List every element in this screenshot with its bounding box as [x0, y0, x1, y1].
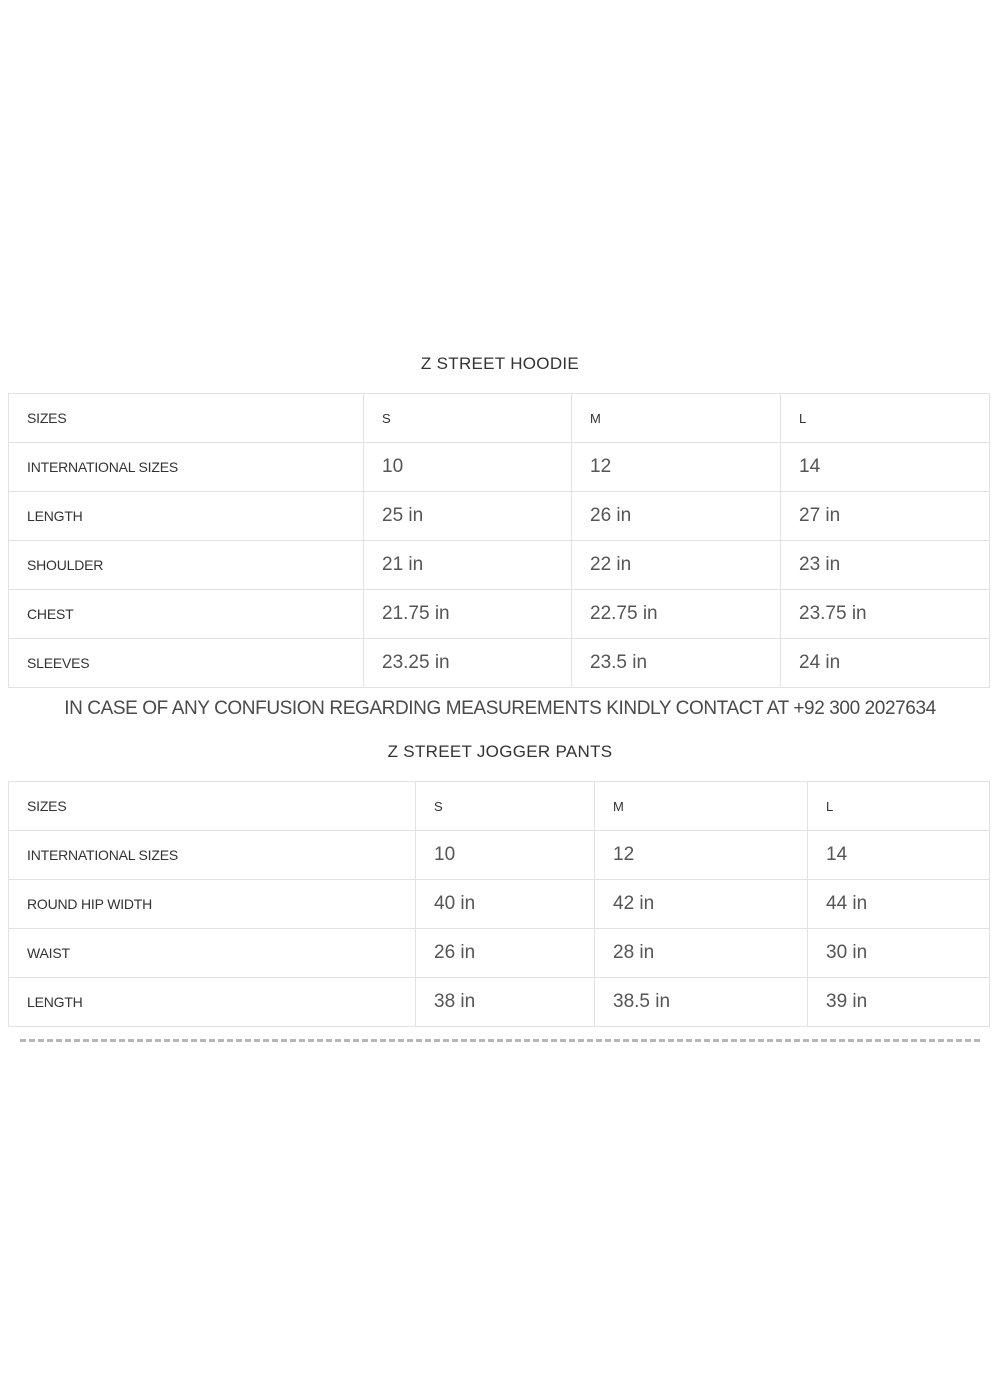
table-cell: 26 in	[572, 492, 781, 541]
table-cell: 12	[595, 831, 808, 880]
hoodie-size-table	[8, 393, 990, 688]
hoodie-size-chart-title: Z STREET HOODIE	[420, 354, 580, 373]
header-cell: SIZES	[9, 394, 364, 443]
table-cell: 23.5 in	[572, 639, 781, 688]
table-row	[9, 639, 990, 688]
header-cell: M	[595, 782, 808, 831]
table-cell: 14	[781, 443, 990, 492]
header-cell: L	[781, 394, 990, 443]
row-label: LENGTH	[9, 492, 364, 541]
table-row	[9, 978, 990, 1027]
row-label: SHOULDER	[9, 541, 364, 590]
table-cell: 26 in	[416, 929, 595, 978]
table-cell: 44 in	[808, 880, 990, 929]
table-row	[9, 929, 990, 978]
table-cell: 10	[364, 443, 572, 492]
header-cell: L	[808, 782, 990, 831]
table-cell: 42 in	[595, 880, 808, 929]
table-cell: 28 in	[595, 929, 808, 978]
table-cell: 27 in	[781, 492, 990, 541]
table-header-row	[9, 394, 990, 443]
table-row	[9, 443, 990, 492]
row-label: LENGTH	[9, 978, 416, 1027]
table-row	[9, 492, 990, 541]
header-cell: SIZES	[9, 782, 416, 831]
table-cell: 21 in	[364, 541, 572, 590]
table-cell: 38 in	[416, 978, 595, 1027]
table-cell: 40 in	[416, 880, 595, 929]
table-row	[9, 590, 990, 639]
table-header-row	[9, 782, 990, 831]
table-cell: 22.75 in	[572, 590, 781, 639]
row-label: INTERNATIONAL SIZES	[9, 443, 364, 492]
row-label: CHEST	[9, 590, 364, 639]
table-cell: 23.25 in	[364, 639, 572, 688]
table-row	[9, 880, 990, 929]
row-label: ROUND HIP WIDTH	[9, 880, 416, 929]
header-cell: S	[416, 782, 595, 831]
jogger-size-chart-title: Z STREET JOGGER PANTS	[387, 742, 613, 761]
table-cell: 39 in	[808, 978, 990, 1027]
table-cell: 14	[808, 831, 990, 880]
table-row	[9, 831, 990, 880]
table-row	[9, 541, 990, 590]
table-cell: 38.5 in	[595, 978, 808, 1027]
table-cell: 22 in	[572, 541, 781, 590]
contact-notice: IN CASE OF ANY CONFUSION REGARDING MEASUREMENTS KINDLY CONTACT AT +92 300 2027634	[64, 698, 936, 719]
row-label: SLEEVES	[9, 639, 364, 688]
header-cell: S	[364, 394, 572, 443]
cropped-text-fragment	[20, 1039, 980, 1042]
table-cell: 24 in	[781, 639, 990, 688]
table-cell: 21.75 in	[364, 590, 572, 639]
table-cell: 10	[416, 831, 595, 880]
jogger-size-table	[8, 781, 990, 1027]
table-cell: 12	[572, 443, 781, 492]
row-label: WAIST	[9, 929, 416, 978]
table-cell: 23 in	[781, 541, 990, 590]
table-cell: 23.75 in	[781, 590, 990, 639]
table-cell: 30 in	[808, 929, 990, 978]
table-cell: 25 in	[364, 492, 572, 541]
row-label: INTERNATIONAL SIZES	[9, 831, 416, 880]
cropped-text-line	[20, 1034, 980, 1043]
header-cell: M	[572, 394, 781, 443]
